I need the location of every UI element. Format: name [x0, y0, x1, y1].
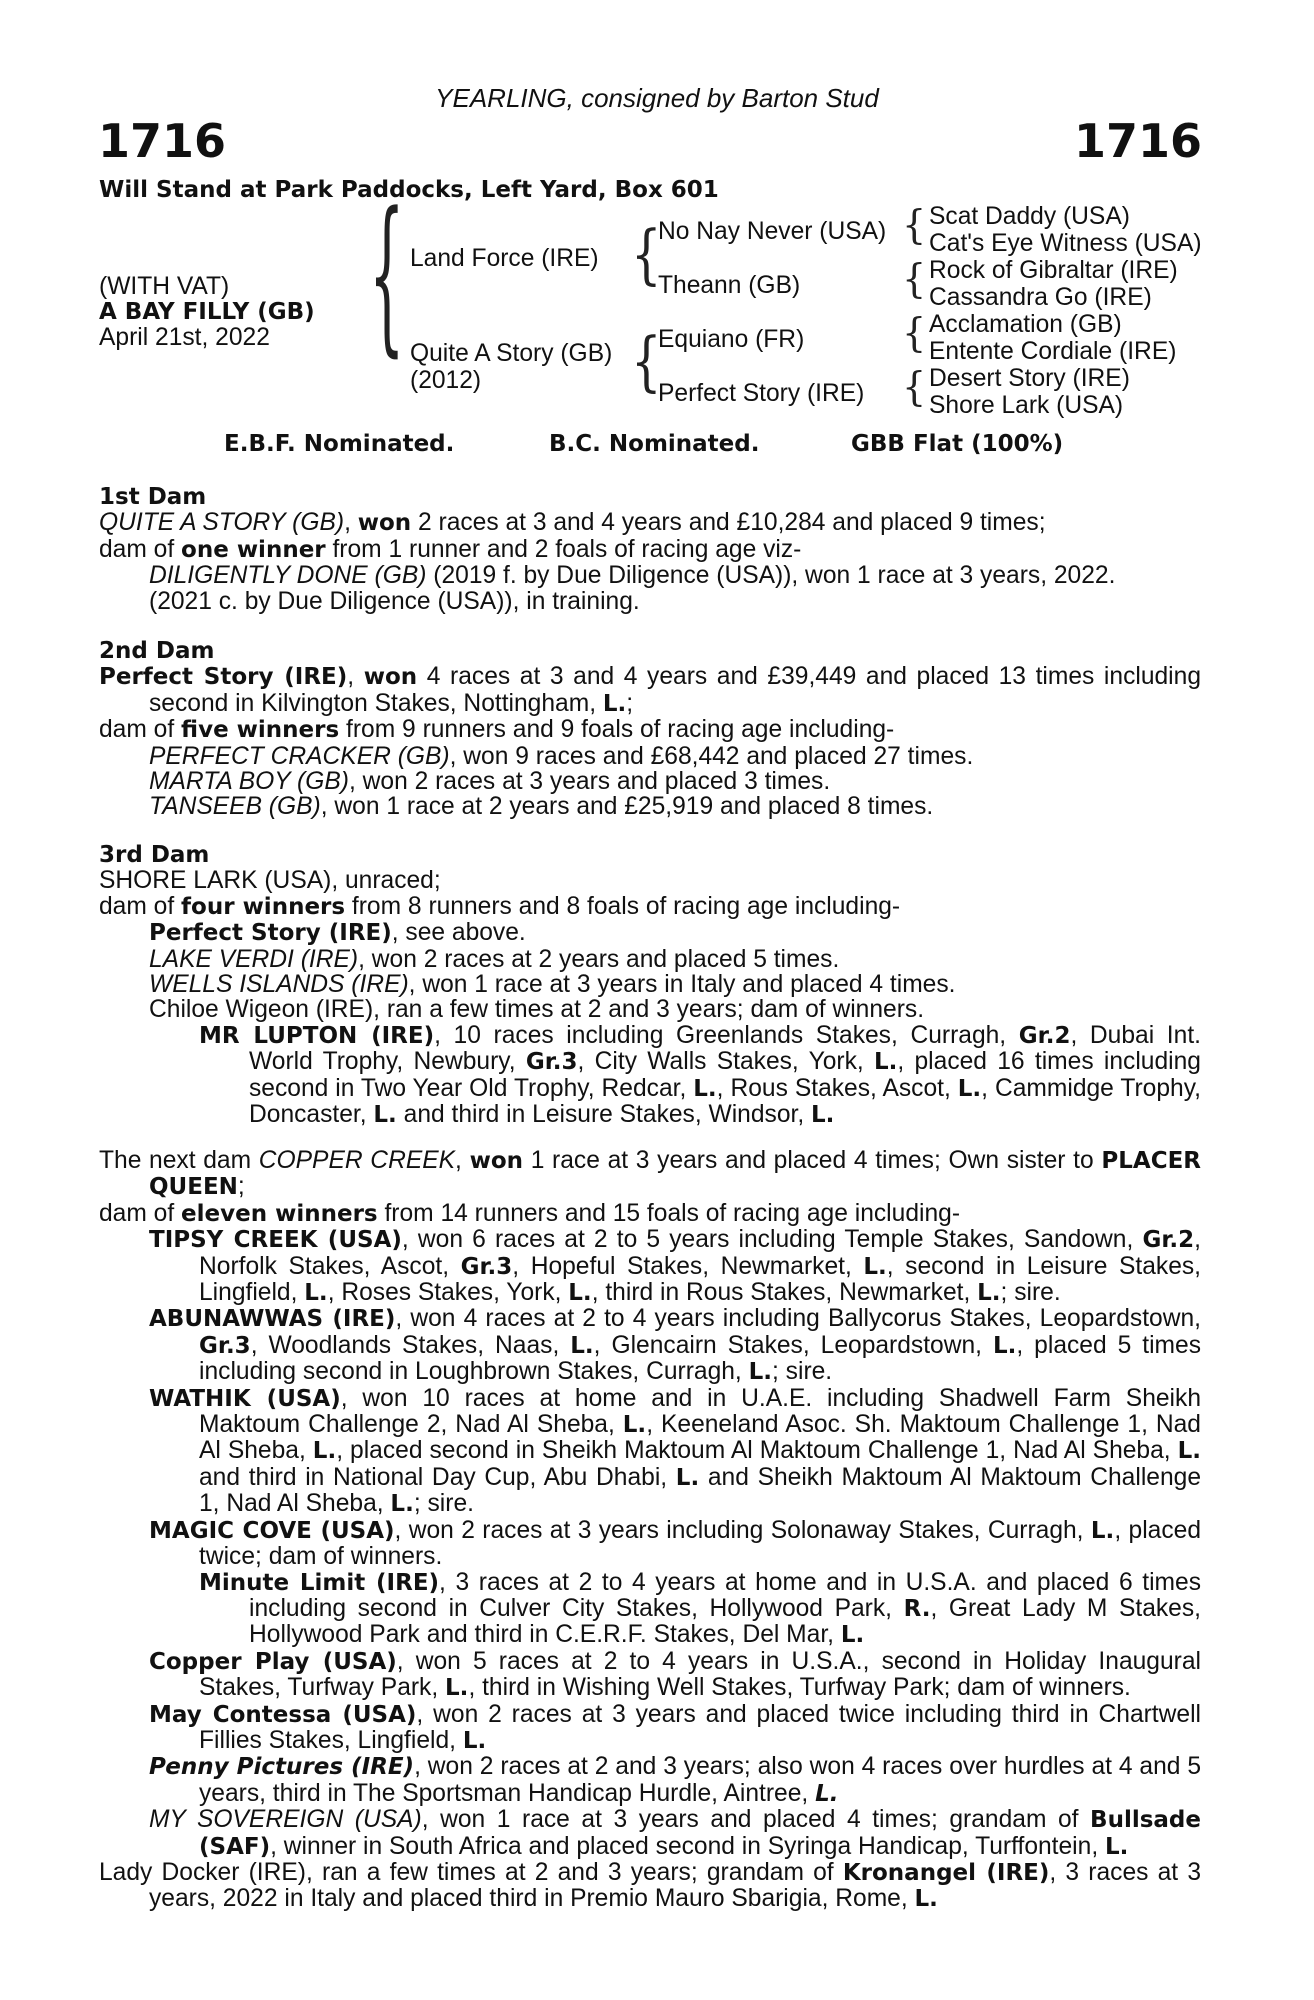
entry-italic-text: MARTA BOY (GB) — [149, 768, 349, 796]
pedigree-dam-year: (2012) — [410, 367, 482, 394]
entry-bold-text: L. — [992, 1332, 1017, 1359]
entry-bold-text: L. — [462, 1727, 487, 1754]
entry-text: , won 2 races at 3 years and placed 3 times. — [348, 768, 831, 796]
entry-bold-text: Perfect Story (IRE) — [149, 920, 392, 947]
entry-bold-text: won — [363, 664, 418, 691]
sale-category-subtitle: YEARLING, consigned by Barton Stud — [435, 83, 879, 113]
entry-line — [99, 972, 1201, 997]
horse-name: A BAY FILLY (GB) — [99, 299, 315, 325]
entry-line — [99, 537, 1201, 563]
first-dam-heading: 1st Dam — [99, 484, 207, 510]
entry-text: from 8 runners and 8 foals of racing age including- — [345, 892, 901, 920]
entry-italic-text: COPPER CREEK — [258, 1147, 456, 1174]
entry-italic-text: QUITE A STORY (GB) — [99, 509, 345, 537]
entry-text: , third in Wishing Well Stakes, Turfway Park; dam of winners. — [468, 1674, 1131, 1702]
entry-text: 1 race at 3 years and placed 4 times; Own sister to — [523, 1147, 1102, 1174]
entry-bold-text: L. — [622, 1412, 647, 1439]
entry-text: , won 10 races at home and in U.A.E. including Shadwell Farm Sheikh Maktoum Challenge 2, Nad Al Sheba, — [199, 1384, 1201, 1439]
entry-bold-text: five winners — [181, 717, 340, 744]
pedigree-g8: Shore Lark (USA) — [929, 392, 1124, 419]
entry-text: , 3 races at 3 years, 2022 in Italy and placed third in Premio Mauro Sbarigia, Rome, — [149, 1858, 1201, 1913]
entry-text: and third in National Day Cup, Abu Dhabi, — [199, 1463, 676, 1491]
entry-bold-text: won — [357, 510, 412, 537]
entry-text: , Hopeful Stakes, Newmarket, — [512, 1252, 864, 1280]
entry-text: , won 5 races at 2 to 4 years in U.S.A., second in Holiday Inaugural Stakes, Turfway Park, — [199, 1647, 1201, 1702]
first-dam-body — [99, 510, 1201, 614]
entry-bold-text: L. — [840, 1622, 865, 1649]
pedigree-dam: Quite A Story (GB) — [410, 340, 613, 367]
entry-line — [99, 868, 1201, 893]
bc-nomination: B.C. Nominated. — [549, 431, 760, 457]
ebf-nomination: E.B.F. Nominated. — [224, 431, 455, 457]
entry-bold-text: L. — [957, 1075, 982, 1102]
third-dam-heading: 3rd Dam — [99, 842, 210, 868]
pedigree-g7: Desert Story (IRE) — [929, 365, 1130, 392]
entry-text: , second in Leisure Stakes, Lingfield, — [199, 1252, 1202, 1307]
entry-text: , Cammidge Trophy, Doncaster, — [249, 1074, 1202, 1129]
pedigree-brace-sire: { — [631, 217, 662, 293]
pedigree-g1: Scat Daddy (USA) — [929, 203, 1130, 230]
second-dam-heading: 2nd Dam — [99, 638, 215, 664]
entry-bold-text: Copper Play (USA) — [149, 1648, 397, 1675]
entry-text: from 14 runners and 15 foals of racing age including- — [377, 1199, 961, 1227]
lot-number-right: 1716 — [1073, 114, 1202, 168]
entry-line — [99, 947, 1201, 972]
entry-line — [99, 1807, 1201, 1860]
pedigree-g4: Cassandra Go (IRE) — [929, 284, 1152, 311]
entry-text: , 10 races including Greenlands Stakes, Curragh, — [434, 1021, 1019, 1049]
entry-bold-text: Kronangel (IRE) — [842, 1859, 1050, 1886]
entry-text: , — [347, 663, 364, 691]
pedigree-brace-g4: { — [902, 363, 927, 411]
entry-text: , see above. — [391, 919, 526, 947]
entry-text: , placed 5 times including second in Loughbrown Stakes, Curragh, — [199, 1331, 1202, 1386]
pedigree-brace-g1: { — [902, 201, 927, 249]
entry-line — [99, 997, 1201, 1022]
pedigree-sire-sire: No Nay Never (USA) — [658, 218, 887, 245]
entry-bold-text: L. — [390, 1491, 414, 1518]
entry-line — [99, 664, 1201, 717]
entry-text: , — [455, 1147, 470, 1174]
pedigree-dam-dam: Perfect Story (IRE) — [658, 380, 865, 407]
entry-text: , won 2 races at 3 years including Solonaway Stakes, Curragh, — [394, 1516, 1091, 1544]
entry-line — [99, 1754, 1201, 1807]
gbb-nomination: GBB Flat (100%) — [851, 431, 1064, 457]
second-dam-section — [99, 639, 1201, 820]
entry-bold-text: L. — [811, 1102, 835, 1129]
entry-bold-text: L. — [863, 1253, 887, 1280]
entry-bold-text: Penny Pictures (IRE) — [149, 1754, 415, 1781]
entry-text: , placed 16 times including second in Two Year Old Trophy, Redcar, — [249, 1048, 1201, 1102]
entry-bold-text: TIPSY CREEK (USA) — [149, 1227, 402, 1254]
entry-italic-text: WELLS ISLANDS (IRE) — [149, 971, 409, 999]
entry-text: , Dubai Int. World Trophy, Newbury, — [249, 1021, 1201, 1076]
entry-bold-text: L. — [312, 1438, 337, 1465]
entry-line — [99, 794, 1201, 819]
entry-bold-text: Minute Limit (IRE) — [199, 1569, 440, 1596]
pedigree-brace-g2: { — [902, 255, 927, 303]
entry-bold-text: Gr.3 — [525, 1049, 578, 1076]
entry-text: , City Walls Stakes, York, — [577, 1048, 874, 1076]
entry-italic-text: DILIGENTLY DONE (GB) — [149, 562, 427, 590]
entry-text: and third in Leisure Stakes, Windsor, — [396, 1101, 812, 1129]
entry-italic-text: LAKE VERDI (IRE) — [149, 945, 359, 973]
third-dam-body — [99, 868, 1201, 1128]
entry-bold-text: R. — [903, 1595, 931, 1622]
entry-text: , won 6 races at 2 to 5 years including Temple Stakes, Sandown, — [401, 1226, 1143, 1254]
entry-text: dam of — [99, 535, 182, 563]
entry-text: , Roses Stakes, York, — [327, 1279, 569, 1307]
entry-text: dam of — [99, 716, 182, 744]
entry-text: , Glencairn Stakes, Leopardstown, — [593, 1331, 993, 1359]
pedigree-g2: Cat's Eye Witness (USA) — [929, 230, 1202, 257]
pedigree-sire-dam: Theann (GB) — [658, 272, 801, 299]
entry-text: , third in Rous Stakes, Newmarket, — [591, 1279, 978, 1307]
entry-bold-text: May Contessa (USA) — [149, 1701, 417, 1728]
pedigree-brace-main: { — [369, 179, 405, 374]
pedigree-brace-g3: { — [902, 309, 927, 357]
entry-text: , won 2 races at 2 and 3 years; also won 4 races over hurdles at 4 and 5 years, third in The Sportsman Handicap Hurdle, Aintree, — [199, 1753, 1201, 1807]
entry-bold-text: eleven winners — [181, 1200, 378, 1227]
entry-text: SHORE LARK (USA), unraced; — [99, 867, 441, 895]
entry-bold-text: L. — [570, 1332, 594, 1359]
entry-bold-text: MAGIC COVE (USA) — [149, 1517, 395, 1544]
entry-text: (2019 f. by Due Diligence (USA)), won 1 race at 3 years, 2022. — [426, 562, 1116, 590]
lot-number-left: 1716 — [98, 114, 227, 168]
entry-text: ; — [237, 1173, 245, 1201]
entry-bold-text: L. — [373, 1102, 397, 1129]
entry-text: The next dam — [99, 1147, 259, 1174]
entry-line — [99, 1860, 1201, 1913]
entry-line — [99, 1201, 1201, 1227]
entry-bold-text: Bullsade (SAF) — [199, 1807, 1201, 1860]
entry-text: , won 4 races at 2 to 4 years including Ballycorus Stakes, Leopardstown, — [395, 1305, 1201, 1333]
next-dam-body — [99, 1148, 1201, 1913]
entry-text: from 1 runner and 2 foals of racing age viz- — [325, 535, 802, 563]
entry-bold-text: L. — [675, 1464, 700, 1491]
entry-bold-text: Gr.3 — [199, 1332, 251, 1359]
entry-bold-text: PLACER QUEEN — [149, 1148, 1201, 1201]
entry-bold-text: WATHIK (USA) — [149, 1385, 341, 1412]
entry-text: , placed second in Sheikh Maktoum Al Maktoum Challenge 1, Nad Al Sheba, — [336, 1437, 1178, 1465]
pedigree-g6: Entente Cordiale (IRE) — [929, 338, 1177, 365]
entry-line — [99, 769, 1201, 794]
entry-text: , won 1 race at 3 years in Italy and placed 4 times. — [408, 971, 956, 999]
entry-line — [99, 510, 1201, 536]
entry-text: (2021 c. by Due Diligence (USA)), in training. — [149, 587, 640, 615]
entry-line — [99, 920, 1201, 946]
entry-text: , 3 races at 2 to 4 years at home and in U.S.A. and placed 6 times including second in Culver City Stakes, Hollywood Park, — [249, 1568, 1201, 1622]
entry-text: , — [344, 509, 358, 537]
entry-text: , won 2 races at 2 years and placed 5 times. — [358, 945, 840, 973]
entry-bold-text: L. — [693, 1075, 717, 1102]
entry-text: 4 races at 3 and 4 years and £39,449 and placed 13 times including second in Kilvington Stakes, Nottingham, — [149, 663, 1201, 717]
entry-bold-text: ABUNAWWAS (IRE) — [149, 1306, 396, 1333]
entry-line — [99, 1702, 1201, 1755]
foaling-date: April 21st, 2022 — [99, 324, 270, 351]
entry-line — [99, 563, 1201, 588]
entry-bold-text: MR LUPTON (IRE) — [199, 1022, 435, 1049]
entry-bold-text: Gr.3 — [460, 1253, 513, 1280]
entry-text: Chiloe Wigeon (IRE), ran a few times at 2 and 3 years; dam of winners. — [149, 996, 925, 1024]
entry-line — [99, 589, 1201, 614]
entry-text: ; sire. — [772, 1358, 833, 1386]
entry-bold-text: L. — [1090, 1517, 1115, 1544]
entry-line — [99, 1570, 1201, 1649]
entry-bold-text: four winners — [181, 893, 346, 920]
first-dam-section — [99, 485, 1201, 614]
entry-line — [99, 1148, 1201, 1201]
entry-text: dam of — [99, 892, 182, 920]
entry-line — [99, 717, 1201, 743]
stable-location: Will Stand at Park Paddocks, Left Yard, Box 601 — [99, 177, 719, 203]
entry-italic-text: PERFECT CRACKER (GB) — [149, 742, 450, 770]
pedigree-sire: Land Force (IRE) — [410, 245, 599, 272]
entry-line — [99, 1023, 1201, 1129]
entry-bold-text: L. — [914, 1886, 938, 1913]
entry-text: , won 9 races and £68,442 and placed 27 times. — [449, 742, 974, 770]
entry-line — [99, 1518, 1201, 1570]
entry-line — [99, 1227, 1201, 1306]
entry-text: 2 races at 3 and 4 years and £10,284 and placed 9 times; — [411, 509, 1046, 537]
entry-text: , won 2 races at 3 years and placed twice including third in Chartwell Fillies Stakes, Lingfield, — [199, 1700, 1202, 1754]
entry-bold-text: L. — [748, 1359, 773, 1386]
entry-text: , won 1 race at 2 years and £25,919 and placed 8 times. — [320, 793, 934, 821]
next-dam-section — [99, 1148, 1201, 1913]
entry-text: , Rous Stakes, Ascot, — [716, 1074, 958, 1102]
entry-bold-text: Gr.2 — [1018, 1022, 1071, 1049]
entry-bold-text: Gr.2 — [1142, 1227, 1195, 1254]
entry-bold-text: L. — [1105, 1833, 1129, 1860]
entry-italic-text: MY SOVEREIGN (USA) — [149, 1806, 422, 1834]
entry-bold-text: L. — [977, 1280, 1001, 1307]
entry-text: ; sire. — [413, 1490, 474, 1518]
entry-text: , won 1 race at 3 years and placed 4 times; grandam of — [421, 1806, 1091, 1834]
entry-bold-text: L. — [1177, 1438, 1202, 1465]
entry-bold-text: Perfect Story (IRE) — [99, 664, 348, 691]
entry-italic-text: TANSEEB (GB) — [149, 793, 321, 821]
entry-text: , placed twice; dam of winners. — [199, 1516, 1201, 1571]
entry-text: dam of — [99, 1199, 182, 1227]
entry-line — [99, 1386, 1201, 1518]
entry-bold-text: won — [469, 1148, 524, 1174]
entry-bold-text: L. — [445, 1675, 469, 1702]
entry-text: , Woodlands Stakes, Naas, — [250, 1331, 571, 1359]
second-dam-body — [99, 664, 1201, 819]
entry-bold-text: L. — [602, 690, 627, 717]
entry-text: , Great Lady M Stakes, Hollywood Park and third in C.E.R.F. Stakes, Del Mar, — [249, 1594, 1201, 1649]
entry-text: Lady Docker (IRE), ran a few times at 2 and 3 years; grandam of — [99, 1858, 843, 1886]
entry-text: , Keeneland Asoc. Sh. Maktoum Challenge 1, Nad Al Sheba, — [199, 1411, 1201, 1465]
entry-bold-text: L. — [304, 1280, 328, 1307]
entry-text: , winner in South Africa and placed second in Syringa Handicap, Turffontein, — [270, 1832, 1105, 1860]
pedigree-g5: Acclamation (GB) — [929, 311, 1122, 338]
entry-bold-text: L. — [568, 1280, 592, 1307]
third-dam-section — [99, 843, 1201, 1128]
entry-text: and Sheikh Maktoum Al Maktoum Challenge 1, Nad Al Sheba, — [199, 1463, 1201, 1518]
pedigree-dam-sire: Equiano (FR) — [658, 326, 805, 353]
entry-line — [99, 1306, 1201, 1385]
entry-text: ; — [626, 689, 634, 717]
entry-bold-text: L. — [874, 1049, 898, 1076]
pedigree-brace-dam: { — [631, 324, 662, 400]
entry-line — [99, 894, 1201, 920]
vat-note: (WITH VAT) — [99, 273, 230, 300]
pedigree-g3: Rock of Gibraltar (IRE) — [929, 257, 1178, 284]
entry-text: ; sire. — [1000, 1279, 1061, 1307]
entry-text: from 9 runners and 9 foals of racing age including- — [339, 716, 895, 744]
entry-line — [99, 1649, 1201, 1702]
entry-text: , Norfolk Stakes, Ascot, — [199, 1226, 1201, 1280]
entry-bold-text: one winner — [181, 536, 326, 563]
entry-bold-text: L. — [815, 1780, 839, 1807]
entry-line — [99, 744, 1201, 769]
